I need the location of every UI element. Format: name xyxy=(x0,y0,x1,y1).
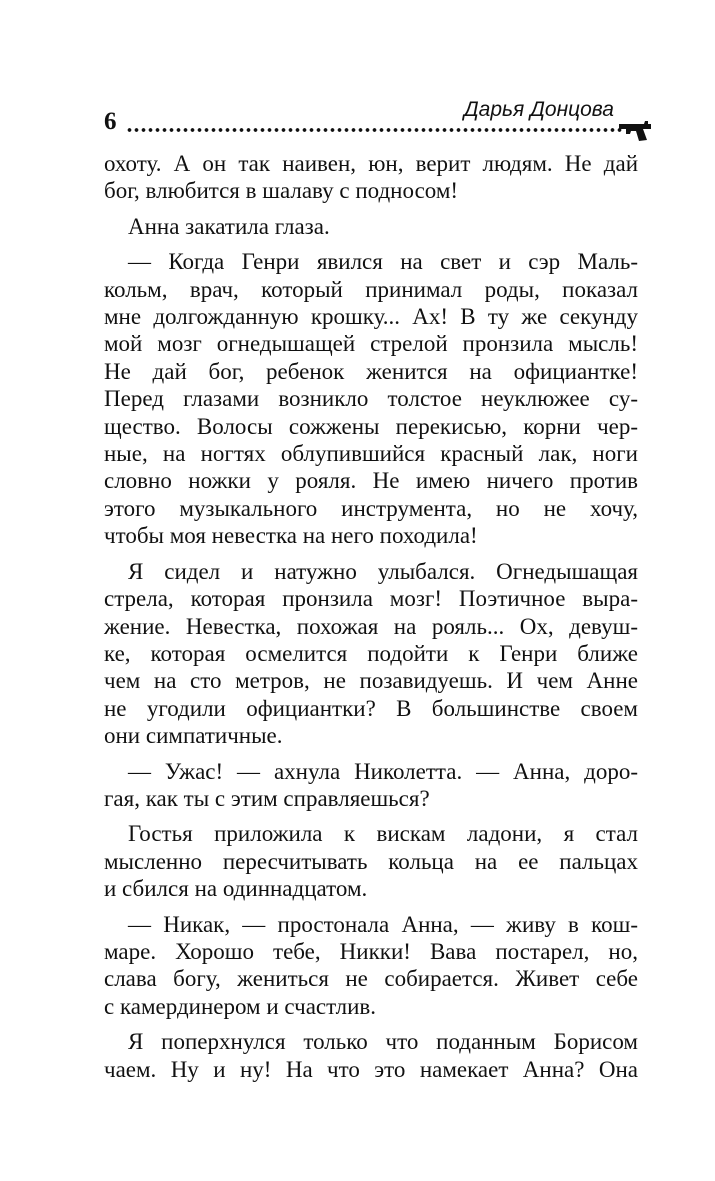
text-line: — Когда Генри явился на свет и сэр Маль- xyxy=(128,249,638,275)
paragraph xyxy=(104,558,638,750)
text-line: охоту. А он так наивен, юн, верит людям. Не дай xyxy=(104,151,638,176)
text-line: Я сидел и натужно улыбался. Огнедышащая xyxy=(128,558,638,584)
paragraph xyxy=(104,911,638,1021)
paragraph xyxy=(104,758,638,813)
text-line: бог, влюбится в шалаву с подносом! xyxy=(104,178,459,204)
text-line: мне долгожданную крошку... Ах! В ту же секунду xyxy=(104,304,638,330)
body-text xyxy=(104,150,638,1083)
text-line: ке, которая осмелится подойти к Генри ближе xyxy=(104,640,638,666)
paragraph xyxy=(104,150,638,205)
text-line: Перед глазами возникло толстое неуклюжее су- xyxy=(104,386,638,412)
paragraph xyxy=(104,820,638,902)
text-line: ные, на ногтях облупившийся красный лак, ноги xyxy=(104,441,638,467)
pistol-icon xyxy=(618,118,652,142)
text-line: Не дай бог, ребенок женится на официантке! xyxy=(104,358,638,384)
text-line: жение. Невестка, похожая на рояль... Ох, девуш- xyxy=(104,613,638,639)
text-line: и сбился на одиннадцатом. xyxy=(104,876,368,902)
author-name: Дарья Донцова xyxy=(463,98,614,121)
text-line: стрела, которая пронзила мозг! Поэтичное выра- xyxy=(104,586,638,612)
text-line: маре. Хорошо тебе, Никки! Вава постарел, но, xyxy=(104,938,638,964)
running-header xyxy=(104,98,652,144)
text-line: гая, как ты с этим справляешься? xyxy=(104,785,430,811)
text-line: чем на сто метров, не позавидуешь. И чем Анне xyxy=(104,668,638,694)
text-line: чтобы моя невестка на него походила! xyxy=(104,523,478,549)
paragraph xyxy=(104,248,638,549)
paragraph xyxy=(104,1028,638,1083)
text-line: этого музыкального инструмента, но не хочу, xyxy=(104,495,638,521)
text-line: чаем. Ну и ну! На что это намекает Анна? Она xyxy=(104,1056,638,1082)
text-line: Анна закатила глаза. xyxy=(128,213,330,239)
text-line: не угодили официантки? В большинстве своем xyxy=(104,695,638,721)
text-line: слава богу, жениться не собирается. Живет себе xyxy=(104,966,638,992)
text-line: щество. Волосы сожжены перекисью, корни чер- xyxy=(104,413,638,439)
dotted-leader xyxy=(126,128,622,132)
paragraph xyxy=(104,213,638,240)
text-line: кольм, врач, который принимал роды, показал xyxy=(104,276,638,302)
text-line: словно ножки у рояля. Не имею ничего против xyxy=(104,468,638,494)
text-line: Я поперхнулся только что поданным Борисом xyxy=(128,1029,638,1055)
text-line: они симпатичные. xyxy=(104,723,283,749)
text-line: мысленно пересчитывать кольца на ее пальцах xyxy=(104,848,638,874)
text-line: — Ужас! — ахнула Николетта. — Анна, доро- xyxy=(128,758,638,784)
text-line: Гостья приложила к вискам ладони, я стал xyxy=(128,821,638,847)
text-line: с камердинером и счастлив. xyxy=(104,993,377,1019)
text-line: мой мозг огнедышащей стрелой пронзила мысль! xyxy=(104,331,638,357)
page-number: 6 xyxy=(104,108,117,135)
text-line: — Никак, — простонала Анна, — живу в кош- xyxy=(128,911,638,937)
